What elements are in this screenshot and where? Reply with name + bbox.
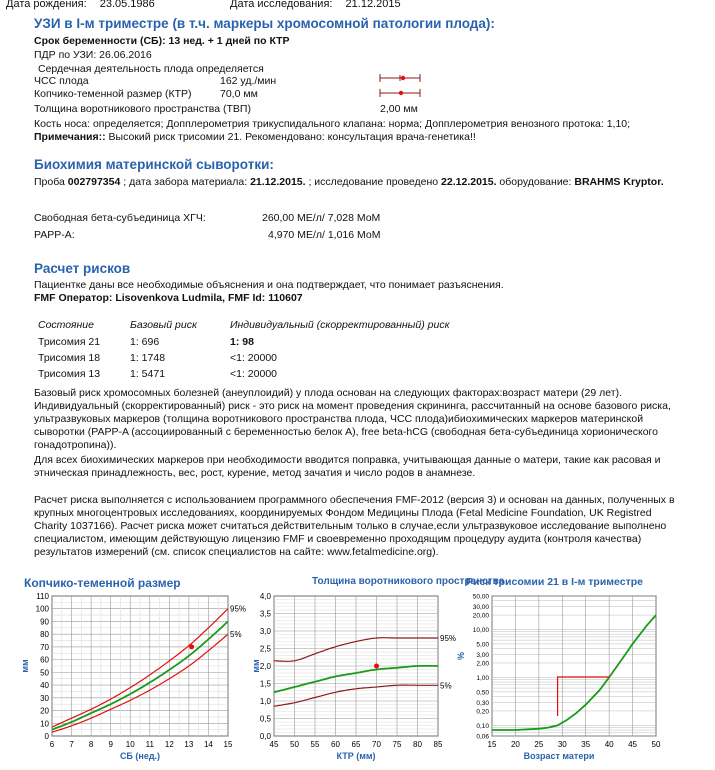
crl-ytick: 50 xyxy=(40,668,49,678)
t21-xtick: 30 xyxy=(557,740,567,749)
crl-xtick: 10 xyxy=(125,740,135,749)
risk-row-cond: Трисомия 13 xyxy=(38,368,101,380)
header-exam xyxy=(230,0,401,10)
t21-ytick: 5,00 xyxy=(476,641,489,649)
crl-ytick: 100 xyxy=(35,604,49,614)
crl-chart-title: Копчико-теменной размер xyxy=(24,576,181,590)
nt-ytick: 4,0 xyxy=(259,592,271,601)
dob-value: 23.05.1986 xyxy=(99,0,155,10)
crl-ytick: 90 xyxy=(40,617,49,627)
bio-title: Биохимия материнской сыворотки: xyxy=(34,157,274,172)
sample-number: 002797354 xyxy=(67,176,121,188)
t21-xtick: 40 xyxy=(604,740,614,749)
t21-xtick: 25 xyxy=(534,740,544,749)
t21-ytick: 3,00 xyxy=(476,652,489,660)
t21-ytick: 0,20 xyxy=(476,708,489,716)
crl-xtick: 8 xyxy=(88,740,94,749)
t21-xlabel: Возраст матери xyxy=(523,751,595,761)
crl-xtick: 7 xyxy=(69,740,74,749)
t21-ylabel: % xyxy=(456,651,466,661)
t21-ytick: 0,50 xyxy=(476,689,489,697)
header-dob xyxy=(6,0,155,10)
nt-xtick: 65 xyxy=(351,740,361,749)
nt-label: Толщина воротникового пространства (ТВП) xyxy=(34,103,251,115)
consent-text: Пациентке даны все необходимые объяснения и она подтверждает, что понимает разъяснения. xyxy=(34,279,504,291)
crl-chart xyxy=(14,574,254,766)
hr-value: 162 уд./мин xyxy=(220,75,277,87)
pdr: ПДР по УЗИ: 26.06.2016 xyxy=(34,49,152,61)
t21-ytick: 30,00 xyxy=(472,604,489,612)
hr-range-indicator xyxy=(380,74,420,82)
crl-label: Копчико-теменной размер (КТР) xyxy=(34,88,192,100)
explanation-paragraph-2: Для всех биохимических маркеров при необходимости вводится поправка, учитывающая данные о матери, такие как расовая и этническая принадлежность, вес, рост, курение, метод зачатия и число родов в анамнезе. xyxy=(34,454,661,479)
crl-ytick: 40 xyxy=(40,681,49,691)
crl-xtick: 13 xyxy=(184,740,194,749)
nt-p5-label: 5% xyxy=(440,681,452,691)
equipment-name: BRAHMS Kryptor. xyxy=(574,176,664,188)
performed-label: ; исследование проведено xyxy=(305,176,442,188)
heart-activity: Сердечная деятельность плода определяется xyxy=(38,63,264,75)
crl-patient-marker xyxy=(189,644,194,649)
col-condition: Состояние xyxy=(38,319,94,331)
explanation-paragraph-1: Базовый риск хромосомных болезней (анеуплоидий) у плода основан на следующих факторах:возраст матери (29 лет). Индивидуальный (скорректированный) риск - это риск на момент проведения скрининга, рассчитанный на основе базового риска, ультразвуковых маркеров (толщина воротникового пространства плода, ЧСС плода)ибиохимических маркеров материнской сыворотки (PAPP-A (ассоциированный с беременностью белок А), free beta-hCG (свободная бета-субъединица хорионического гонадотропина)). xyxy=(34,387,671,451)
nt-p95-label: 95% xyxy=(440,634,457,643)
risk-row-base: 1: 1748 xyxy=(130,352,166,364)
gestational-age: Срок беременности (СБ): 13 нед. + 1 дней по КТР xyxy=(34,35,290,47)
crl-ytick: 30 xyxy=(40,693,49,703)
risk-row-individual: <1: 20000 xyxy=(230,352,278,364)
crl-ytick: 60 xyxy=(40,655,49,665)
crl-ytick: 110 xyxy=(36,592,49,601)
papp-value: 4,970 МЕ/л/ 1,016 МоМ xyxy=(268,229,381,241)
papp-label: PAPP-A: xyxy=(34,229,75,241)
t21-ytick: 20,00 xyxy=(472,612,489,620)
risk-row-cond: Трисомия 18 xyxy=(38,352,101,364)
nt-patient-marker xyxy=(374,664,379,669)
range-indicators xyxy=(372,72,432,100)
risk-row-base: 1: 5471 xyxy=(130,368,166,380)
t21-xtick: 20 xyxy=(510,740,520,749)
performed-date: 22.12.2015. xyxy=(441,176,497,188)
equipment-label: оборудование: xyxy=(496,176,575,188)
nt-chart-title: Толщина воротникового пространства xyxy=(312,576,505,587)
crl-xtick: 6 xyxy=(49,740,55,749)
crl-xtick: 12 xyxy=(164,740,174,749)
crl-xtick: 9 xyxy=(108,740,113,749)
t21-chart xyxy=(456,574,666,766)
exam-label: Дата исследования: xyxy=(230,0,333,10)
t21-xtick: 35 xyxy=(581,740,591,749)
nt-ytick: 3,0 xyxy=(259,627,271,636)
t21-ytick: 0,06 xyxy=(476,733,489,741)
t21-xtick: 50 xyxy=(651,740,661,749)
crl-ytick: 20 xyxy=(40,706,49,716)
crl-p5-label: 5% xyxy=(230,630,242,640)
nt-ylabel: мм xyxy=(251,659,261,673)
uzi-title: УЗИ в I-м триместре (в т.ч. маркеры хромосомной патологии плода): xyxy=(34,16,495,31)
risk-row-individual: <1: 20000 xyxy=(230,368,278,380)
dob-label: Дата рождения: xyxy=(6,0,87,10)
crl-xlabel: СБ (нед.) xyxy=(119,751,161,761)
crl-xtick: 15 xyxy=(223,740,233,749)
t21-ytick: 2,00 xyxy=(476,660,489,668)
t21-chart-title: Риск трисомии 21 в I-м триместре xyxy=(466,576,643,588)
crl-ytick: 80 xyxy=(40,630,49,640)
nt-ytick: 2,5 xyxy=(259,644,271,654)
nt-xtick: 60 xyxy=(331,740,340,749)
nasal-bone-doppler: Кость носа: определяется; Допплерометрия трикуспидального клапана: норма; Допплерометрия венозного протока: 1,10; xyxy=(34,118,631,130)
sample-label: Проба xyxy=(34,176,68,188)
col-individual-risk: Индивидуальный (скорректированный) риск xyxy=(230,319,450,331)
crl-range-indicator xyxy=(380,89,420,97)
nt-xlabel: КТР (мм) xyxy=(336,751,376,761)
hcg-label: Свободная бета-субъединица ХГЧ: xyxy=(34,212,206,224)
nt-xtick: 55 xyxy=(310,740,320,749)
collected-date: 21.12.2015. xyxy=(250,176,306,188)
nt-xtick: 45 xyxy=(269,740,279,749)
nt-ytick: 2,0 xyxy=(259,662,271,671)
nt-ytick: 3,5 xyxy=(259,609,271,619)
col-base-risk: Базовый риск xyxy=(130,319,197,331)
nt-chart xyxy=(251,574,505,766)
crl-value: 70,0 мм xyxy=(220,88,258,100)
nt-xtick: 80 xyxy=(413,740,422,749)
exam-value: 21.12.2015 xyxy=(345,0,401,10)
nt-ytick: 0,5 xyxy=(259,714,271,724)
nt-ytick: 0,0 xyxy=(259,732,271,741)
nt-xtick: 50 xyxy=(290,740,299,749)
hr-label: ЧСС плода xyxy=(34,75,89,87)
crl-ytick: 70 xyxy=(40,642,49,652)
risk-row-individual: 1: 98 xyxy=(230,336,254,348)
nt-xtick: 85 xyxy=(433,740,443,749)
crl-ytick: 10 xyxy=(40,719,49,729)
crl-xtick: 11 xyxy=(145,740,154,749)
risk-row-base: 1: 696 xyxy=(130,336,160,348)
t21-ytick: 0,10 xyxy=(476,722,489,730)
hcg-value: 260,00 МЕ/л/ 7,028 МоМ xyxy=(262,212,381,224)
nt-ytick: 1,5 xyxy=(259,679,271,689)
risk-row-cond: Трисомия 21 xyxy=(38,336,101,348)
notes-label: Примечания:: xyxy=(34,131,106,143)
crl-p95-label: 95% xyxy=(230,604,247,614)
risk-title: Расчет рисков xyxy=(34,261,131,276)
t21-ytick: 1,00 xyxy=(476,674,489,682)
operator: FMF Оператор: Lisovenkova Ludmila, FMF Id: 110607 xyxy=(34,292,303,304)
t21-xtick: 45 xyxy=(628,740,638,749)
notes xyxy=(34,131,476,143)
t21-ytick: 0,30 xyxy=(476,699,489,707)
nt-xtick: 75 xyxy=(392,740,402,749)
explanation-paragraph-3: Расчет риска выполняется с использованием программного обеспечения FMF-2012 (версия 3) и основан на данных, полученных в крупных многоцентровых исследованиях, координируемых Фондом Медицины Плода (Fetal Medicine Foundation, UK Registred Charity 1037166). Расчет риска может считаться действительным только в случае,если ультразвуковое исследование выполнено специалистом, имеющим действующую лицензию FMF и своевременно проходящим процедуру аудита (контроля качества) результатов измерений (см. список специалистов на сайте: www.fetalmedicine.org). xyxy=(34,494,675,558)
nt-value: 2,00 мм xyxy=(380,103,418,115)
notes-text: Высокий риск трисомии 21. Рекомендовано: консультация врача-генетика!! xyxy=(105,131,476,143)
crl-ylabel: мм xyxy=(20,659,30,673)
t21-ytick: 10,00 xyxy=(472,627,489,635)
t21-ytick: 50,00 xyxy=(472,593,489,601)
t21-xtick: 15 xyxy=(487,740,497,749)
nt-ytick: 1,0 xyxy=(259,697,271,706)
nt-xtick: 70 xyxy=(372,740,381,749)
crl-ytick: 0 xyxy=(44,732,49,741)
sample-info xyxy=(34,176,674,189)
crl-xtick: 14 xyxy=(203,740,213,749)
collected-label: ; дата забора материала: xyxy=(120,176,251,188)
